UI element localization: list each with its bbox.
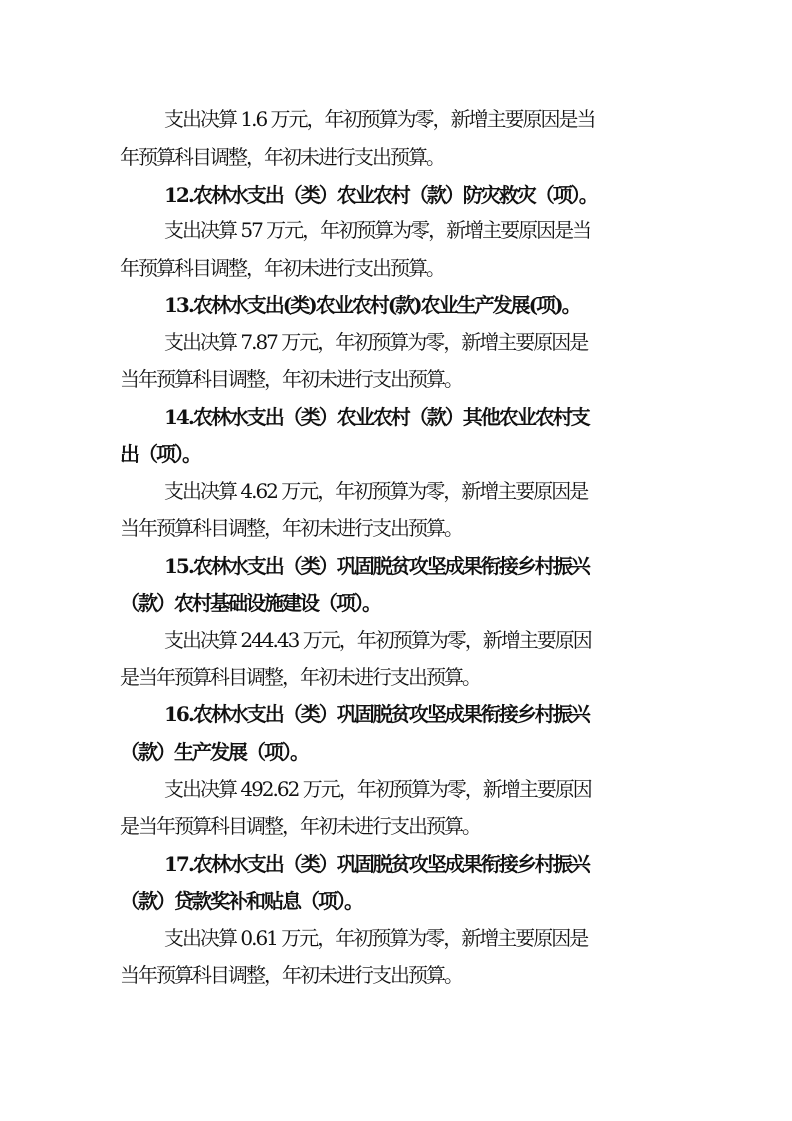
- section-heading: 16.农林水支出（类）巩固脱贫攻坚成果衔接乡村振兴: [164, 702, 589, 726]
- body-line: 当年预算科目调整，年初未进行支出预算。: [120, 367, 462, 391]
- body-line: 是当年预算科目调整，年初未进行支出预算。: [120, 665, 480, 689]
- section-heading: 15.农林水支出（类）巩固脱贫攻坚成果衔接乡村振兴: [164, 554, 589, 578]
- section-heading: 14.农林水支出（类）农业农村（款）其他农业农村支: [164, 405, 589, 429]
- body-line: 支出决算 0.61 万元，年初预算为零，新增主要原因是: [164, 926, 588, 950]
- section-heading: （款）生产发展（项）。: [120, 740, 308, 764]
- section-heading: 出（项）。: [120, 442, 200, 466]
- body-line: 当年预算科目调整，年初未进行支出预算。: [120, 963, 462, 987]
- body-line: 支出决算 7.87 万元，年初预算为零，新增主要原因是: [164, 330, 588, 354]
- body-line: 年预算科目调整，年初未进行支出预算。: [120, 145, 444, 169]
- section-heading: 12.农林水支出（类）农业农村（款）防灾救灾（项）。: [164, 183, 597, 207]
- body-line: 支出决算 57 万元，年初预算为零，新增主要原因是当: [164, 218, 591, 242]
- section-heading: 13.农林水支出(类)农业农村(款)农业生产发展(项)。: [164, 293, 580, 317]
- body-line: 年预算科目调整，年初未进行支出预算。: [120, 256, 444, 280]
- body-line: 当年预算科目调整，年初未进行支出预算。: [120, 516, 462, 540]
- section-heading: （款）农村基础设施建设（项）。: [120, 591, 380, 615]
- section-heading: 17.农林水支出（类）巩固脱贫攻坚成果衔接乡村振兴: [164, 852, 589, 876]
- section-heading: （款）贷款奖补和贴息（项）。: [120, 889, 362, 913]
- body-line: 支出决算 1.6 万元，年初预算为零，新增主要原因是当: [164, 107, 595, 131]
- body-line: 支出决算 244.43 万元，年初预算为零，新增主要原因: [164, 628, 591, 652]
- body-line: 是当年预算科目调整，年初未进行支出预算。: [120, 814, 480, 838]
- body-line: 支出决算 4.62 万元，年初预算为零，新增主要原因是: [164, 479, 588, 503]
- body-line: 支出决算 492.62 万元，年初预算为零，新增主要原因: [164, 777, 591, 801]
